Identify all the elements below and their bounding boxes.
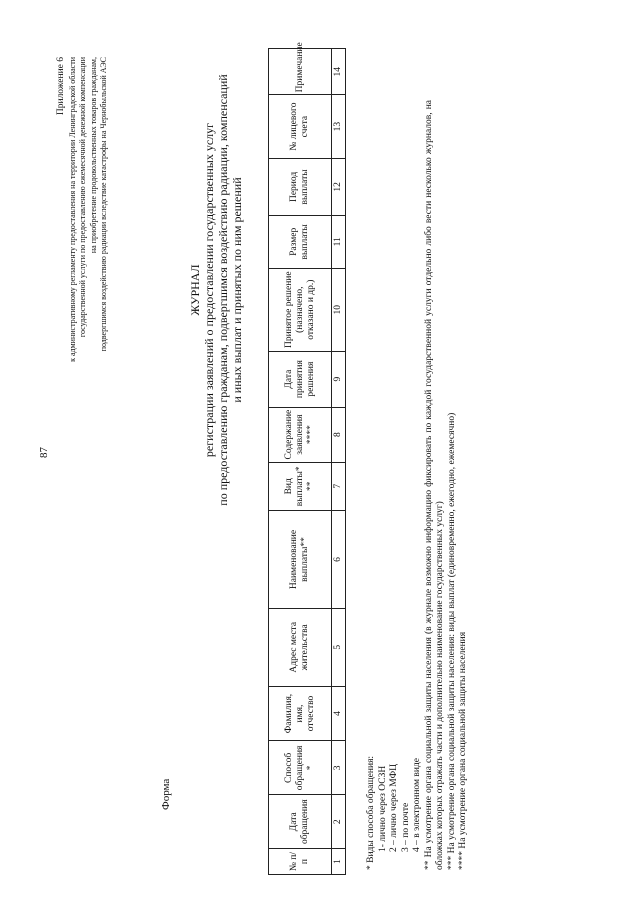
column-header: Способ обращения * [269, 741, 332, 795]
column-number: 14 [332, 49, 346, 95]
column-number: 9 [332, 351, 346, 407]
column-header: Принятое решение (назначено, отказано и др.) [269, 268, 332, 351]
method-item: 4 – в электронном виде [412, 758, 422, 852]
methods-title: * Виды способа обращения: [366, 755, 376, 870]
appendix-title: Приложение 6 [56, 57, 66, 116]
footnote-3: *** На усмотрение органа социальной защиты населения: виды выплат (единовременно, ежегодно, ежемесячно) [446, 412, 457, 870]
journal-table [268, 42, 346, 875]
column-header: Дата обращения [269, 795, 332, 849]
page-number: 87 [38, 447, 50, 458]
form-label: Форма [160, 778, 172, 810]
column-header: Размер выплаты [269, 215, 332, 268]
column-number: 5 [332, 609, 346, 687]
footnotes [366, 100, 470, 870]
footnote-4: **** На усмотрение органа социальной защиты населения [458, 631, 468, 870]
column-number: 4 [332, 686, 346, 741]
journal-title: ЖУРНАЛ [188, 264, 202, 316]
appendix-line: подвергшимся воздействию радиации вследствие катастрофы на Чернобыльской АЭС [99, 57, 108, 352]
column-number: 8 [332, 407, 346, 462]
column-number: 6 [332, 511, 346, 609]
column-header: Период выплаты [269, 158, 332, 215]
column-header: № лицевого счета [269, 95, 332, 159]
journal-subtitle-line: по предоставлению гражданам, подвергшимся воздействию радиации, компенсаций [216, 74, 230, 506]
column-number: 3 [332, 741, 346, 795]
column-number: 10 [332, 268, 346, 351]
column-header: Содержание заявления **** [269, 407, 332, 462]
footnote-2: ** На усмотрение органа социальной защиты населения (в журнале возможно информацию фиксировать по каждой государственной услуги отдельно либо вести несколько журналов, на обложках которых отражать части и дополнительно наименование государственных услуг) [423, 100, 445, 870]
column-header: Примечание [269, 49, 332, 95]
method-item: 3 – по почте [400, 802, 411, 852]
method-item: 1- лично через ОСЗН [377, 765, 388, 852]
method-item: 2 – лично через МФЦ [389, 764, 399, 852]
column-header: № п/п [269, 849, 332, 875]
column-number: 11 [332, 215, 346, 268]
column-number: 13 [332, 95, 346, 159]
journal-heading [188, 55, 244, 525]
column-header: Дата принятия решения [269, 351, 332, 407]
table-header-row [269, 49, 332, 875]
column-number: 2 [332, 795, 346, 849]
column-number-row [332, 49, 346, 875]
journal-subtitle-line: и иных выплат и принятых по ним решений [230, 177, 244, 403]
column-number: 7 [332, 462, 346, 510]
column-number: 1 [332, 849, 346, 875]
column-number: 12 [332, 158, 346, 215]
journal-subtitle-line: регистрации заявлений о предоставлении государственных услуг [202, 122, 216, 458]
column-header: Наименование выплаты** [269, 511, 332, 609]
column-header: Вид выплаты* ** [269, 462, 332, 510]
column-header: Фамилия, имя, отчество [269, 686, 332, 741]
appendix-header [56, 57, 110, 617]
appendix-line: на приобретение продовольственных товаров гражданам, [88, 57, 98, 254]
appendix-line: государственной услуги по предоставлению ежемесячной денежной компенсации [78, 57, 87, 338]
column-header: Адрес места жительства [269, 609, 332, 687]
appendix-line: к административному регламенту предоставления на территории Ленинградской области [67, 57, 77, 362]
